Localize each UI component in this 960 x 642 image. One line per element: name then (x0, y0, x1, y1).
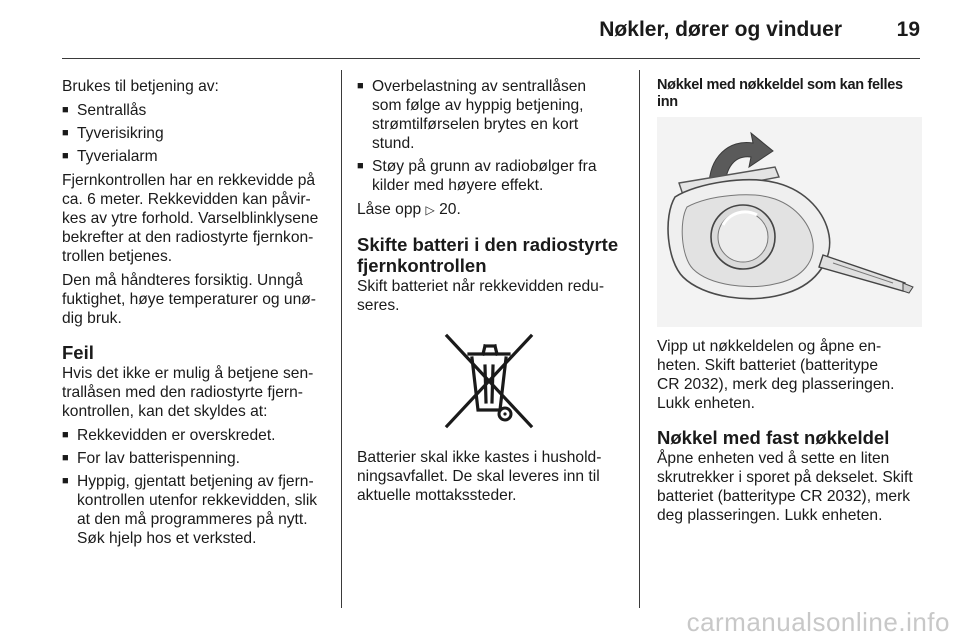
text-line: fjernkontrollen (357, 255, 487, 276)
text-line: aktuelle mottakssteder. (357, 487, 517, 504)
text-line: kes av ytre forhold. Varselblinklysene (62, 210, 319, 227)
text-line: Den må håndteres forsiktig. Unngå (62, 272, 303, 289)
text-line: deg plasseringen. Lukk enheten. (657, 507, 883, 524)
text-line: Skifte batteri i den radiostyrte (357, 234, 619, 255)
text-line: batteriet (batteritype CR 2032), merk (657, 488, 911, 505)
text-line: kontrollen, kan det skyldes at: (62, 403, 268, 420)
text-line: stund. (372, 135, 415, 152)
fault-heading: Feil (62, 342, 94, 363)
text-line: trollen betjenes. (62, 248, 173, 265)
page-number: 19 (896, 18, 920, 41)
list-item: ■ Tyverisikring (62, 124, 330, 143)
text-line: Skift batteriet når rekkevidden redu- (357, 278, 605, 295)
text-line: ca. 6 meter. Rekkevidden kan påvir- (62, 191, 311, 208)
text-line: at den må programmeres på nytt. (77, 511, 308, 528)
more-reasons-list (357, 77, 621, 195)
column-3 (657, 77, 922, 530)
text-line: CR 2032), merk deg plasseringen. (657, 376, 895, 393)
foldable-key-heading (657, 77, 922, 111)
text-line: Nøkkel med nøkkeldel som kan felles (657, 77, 903, 93)
list-item: ■ Tyverialarm (62, 147, 330, 166)
text-line: fuktighet, høye temperaturer og unø- (62, 291, 316, 308)
battery-intro (357, 277, 621, 315)
column-divider-2 (639, 70, 640, 608)
header-rule (62, 58, 920, 59)
list-item (62, 426, 330, 445)
watermark: carmanualsonline.info (686, 607, 950, 637)
unlock-page-link[interactable]: 20. (439, 201, 461, 218)
unlock-reference (357, 200, 621, 220)
crossed-out-wheelie-bin-icon (439, 330, 539, 430)
text-line: Lukk enheten. (657, 395, 755, 412)
list-item: ■ Sentrallås (62, 101, 330, 120)
text-line: Vipp ut nøkkeldelen og åpne en- (657, 338, 882, 355)
list-item (62, 472, 330, 548)
care-paragraph (62, 271, 330, 328)
text-line: ■ For lav batterispenning. (77, 450, 240, 467)
text-line: Fjernkontrollen har en rekkevidde på (62, 172, 316, 189)
fault-paragraph (62, 364, 330, 421)
text-line: ■ Hyppig, gjentatt betjening av fjern- (77, 473, 314, 490)
text-line: Hvis det ikke er mulig å betjene sen- (62, 365, 314, 382)
text-line: trallåsen med den radiostyrte fjern- (62, 384, 303, 401)
fixed-key-heading: Nøkkel med fast nøkkeldel (657, 427, 890, 448)
range-paragraph (62, 171, 330, 266)
text-line: Åpne enheten ved å sette en liten (657, 450, 890, 467)
text-line: som følge av hyppig betjening, (372, 97, 584, 114)
disposal-paragraph (357, 448, 621, 505)
fixed-instructions (657, 449, 922, 525)
text-line: kilder med høyere effekt. (372, 177, 544, 194)
list-item (357, 77, 621, 153)
battery-heading (357, 234, 621, 276)
text-line: strømtilførselen brytes en kort (372, 116, 579, 133)
key-fob-battery-illustration (657, 117, 922, 327)
text-line: seres. (357, 297, 400, 314)
list-item (357, 157, 621, 195)
text-line: heten. Skift batteriet (batteritype (657, 357, 879, 374)
section-title: Nøkler, dører og vinduer (599, 18, 842, 41)
text-line: bekrefter at den radiostyrte fjernkon- (62, 229, 314, 246)
text-line: Batterier skal ikke kastes i hushold- (357, 449, 602, 466)
text-line: kontrollen utenfor rekkevidden, slik (77, 492, 318, 509)
text-line: Søk hjelp hos et verksted. (77, 530, 257, 547)
unlock-label: Låse opp (357, 201, 422, 218)
text-line: dig bruk. (62, 310, 122, 327)
column-divider-1 (341, 70, 342, 608)
column-2 (357, 77, 621, 510)
page-ref-arrow-icon: ▷ (425, 203, 435, 217)
page-header (62, 0, 920, 62)
disposal-figure (357, 330, 621, 430)
text-line: skrutrekker i sporet på dekselet. Skift (657, 469, 913, 486)
uses-intro: Brukes til betjening av: (62, 78, 219, 95)
fault-reasons-list (62, 426, 330, 548)
column-1 (62, 77, 330, 553)
text-line: ■ Overbelastning av sentrallåsen (372, 78, 587, 95)
text-line: ningsavfallet. De skal leveres inn til (357, 468, 600, 485)
list-item (62, 449, 330, 468)
text-line: ■ Støy på grunn av radiobølger fra (372, 158, 597, 175)
key-fob-figure (657, 117, 922, 327)
text-line: inn (657, 94, 678, 110)
text-line: ■ Rekkevidden er overskredet. (77, 427, 276, 444)
uses-list (62, 101, 330, 166)
foldable-instructions (657, 337, 922, 413)
